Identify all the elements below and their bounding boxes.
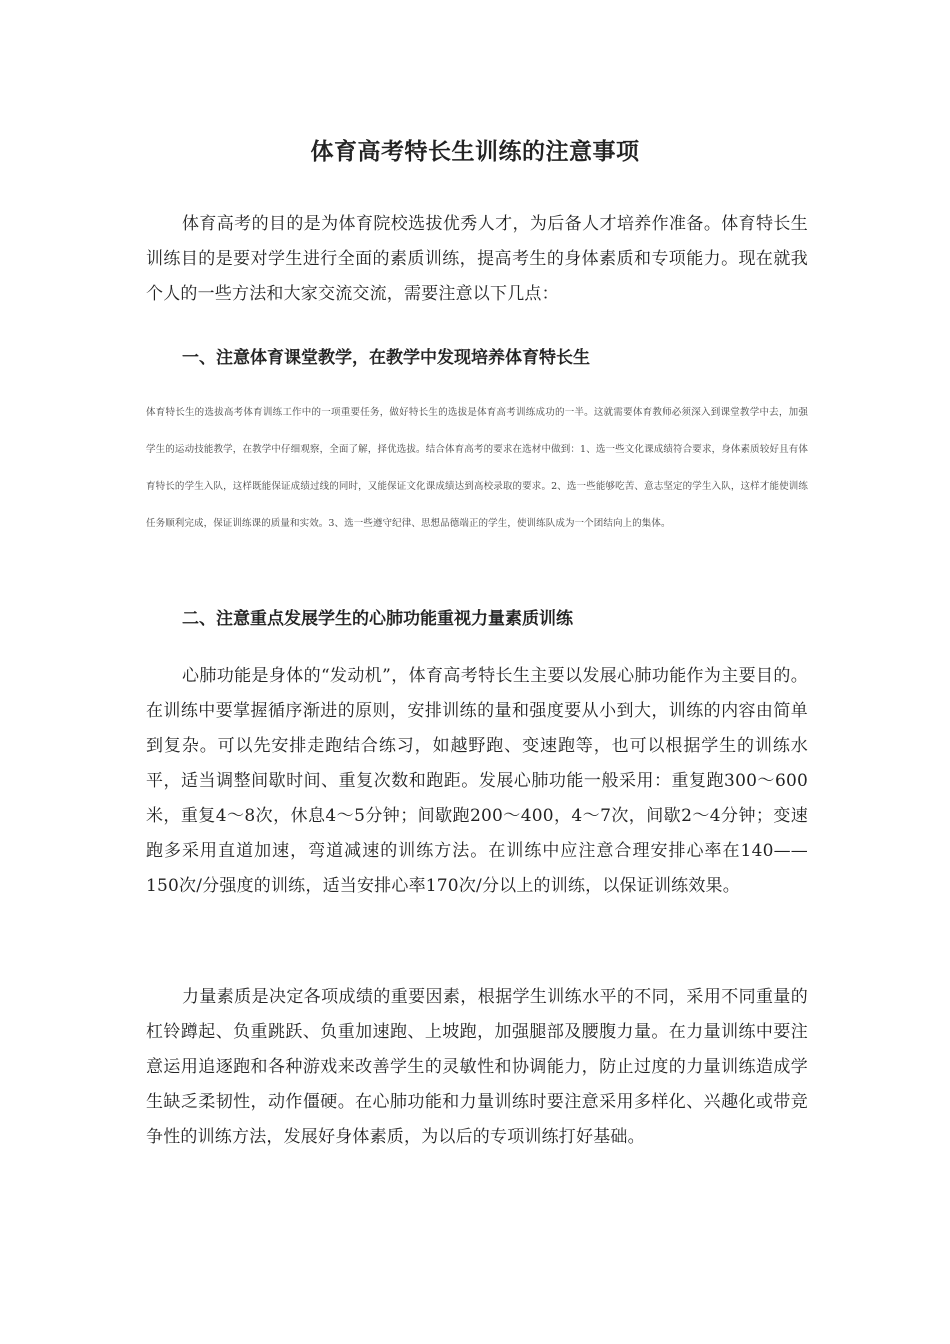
intro-paragraph: 体育高考的目的是为体育院校选拔优秀人才，为后备人才培养作准备。体育特长生训练目的是要对学生进行全面的素质训练，提高考生的身体素质和专项能力。现在就我个人的一些方法和大家交流交流，需要注意以下几点： — [146, 214, 808, 304]
section2-paragraph-2: 力量素质是决定各项成绩的重要因素，根据学生训练水平的不同，采用不同重量的杠铃蹲起、负重跳跃、负重加速跑、上坡跑，加强腿部及腰腹力量。在力量训练中要注意运用追逐跑和各种游戏来改善学生的灵敏性和协调能力，防止过度的力量训练造成学生缺乏柔韧性，动作僵硬。在心肺功能和力量训练时要注意采用多样化、兴趣化或带竞争性的训练方法，发展好身体素质，为以后的专项训练打好基础。 — [146, 987, 808, 1147]
section2-paragraph-1: 心肺功能是身体的“发动机”，体育高考特长生主要以发展心肺功能作为主要目的。在训练中要掌握循序渐进的原则，安排训练的量和强度要从小到大，训练的内容由简单到复杂。可以先安排走跑结合练习，如越野跑、变速跑等，也可以根据学生的训练水平，适当调整间歇时间、重复次数和跑距。发展心肺功能一般采用：重复跑300～600米，重复4～8次，休息4～5分钟；间歇跑200～400，4～7次，间歇2～4分钟；变速跑多采用直道加速，弯道减速的训练方法。在训练中应注意合理安排心率在140——150次/分强度的训练，适当安排心率170次/分以上的训练，以保证训练效果。 — [146, 666, 808, 896]
section1-heading: 一、注意体育课堂教学，在教学中发现培养体育特长生 — [182, 348, 590, 368]
section2-heading: 二、注意重点发展学生的心肺功能重视力量素质训练 — [182, 609, 573, 629]
document-title: 体育高考特长生训练的注意事项 — [310, 138, 640, 165]
section1-body: 体育特长生的选拔高考体育训练工作中的一项重要任务，做好特长生的选拔是体育高考训练成功的一半。这就需要体育教师必须深入到课堂教学中去，加强学生的运动技能教学，在教学中仔细观察，全面了解，择优选拔。结合体育高考的要求在选材中做到：1、选一些文化课成绩符合要求，身体素质较好且有体育特长的学生入队，这样既能保证成绩过线的同时，又能保证文化课成绩达到高校录取的要求。2、选一些能够吃苦、意志坚定的学生入队，这样才能使训练任务顺利完成，保证训练课的质量和实效。3、选一些遵守纪律、思想品德端正的学生，使训练队成为一个团结向上的集体。 — [146, 407, 808, 529]
